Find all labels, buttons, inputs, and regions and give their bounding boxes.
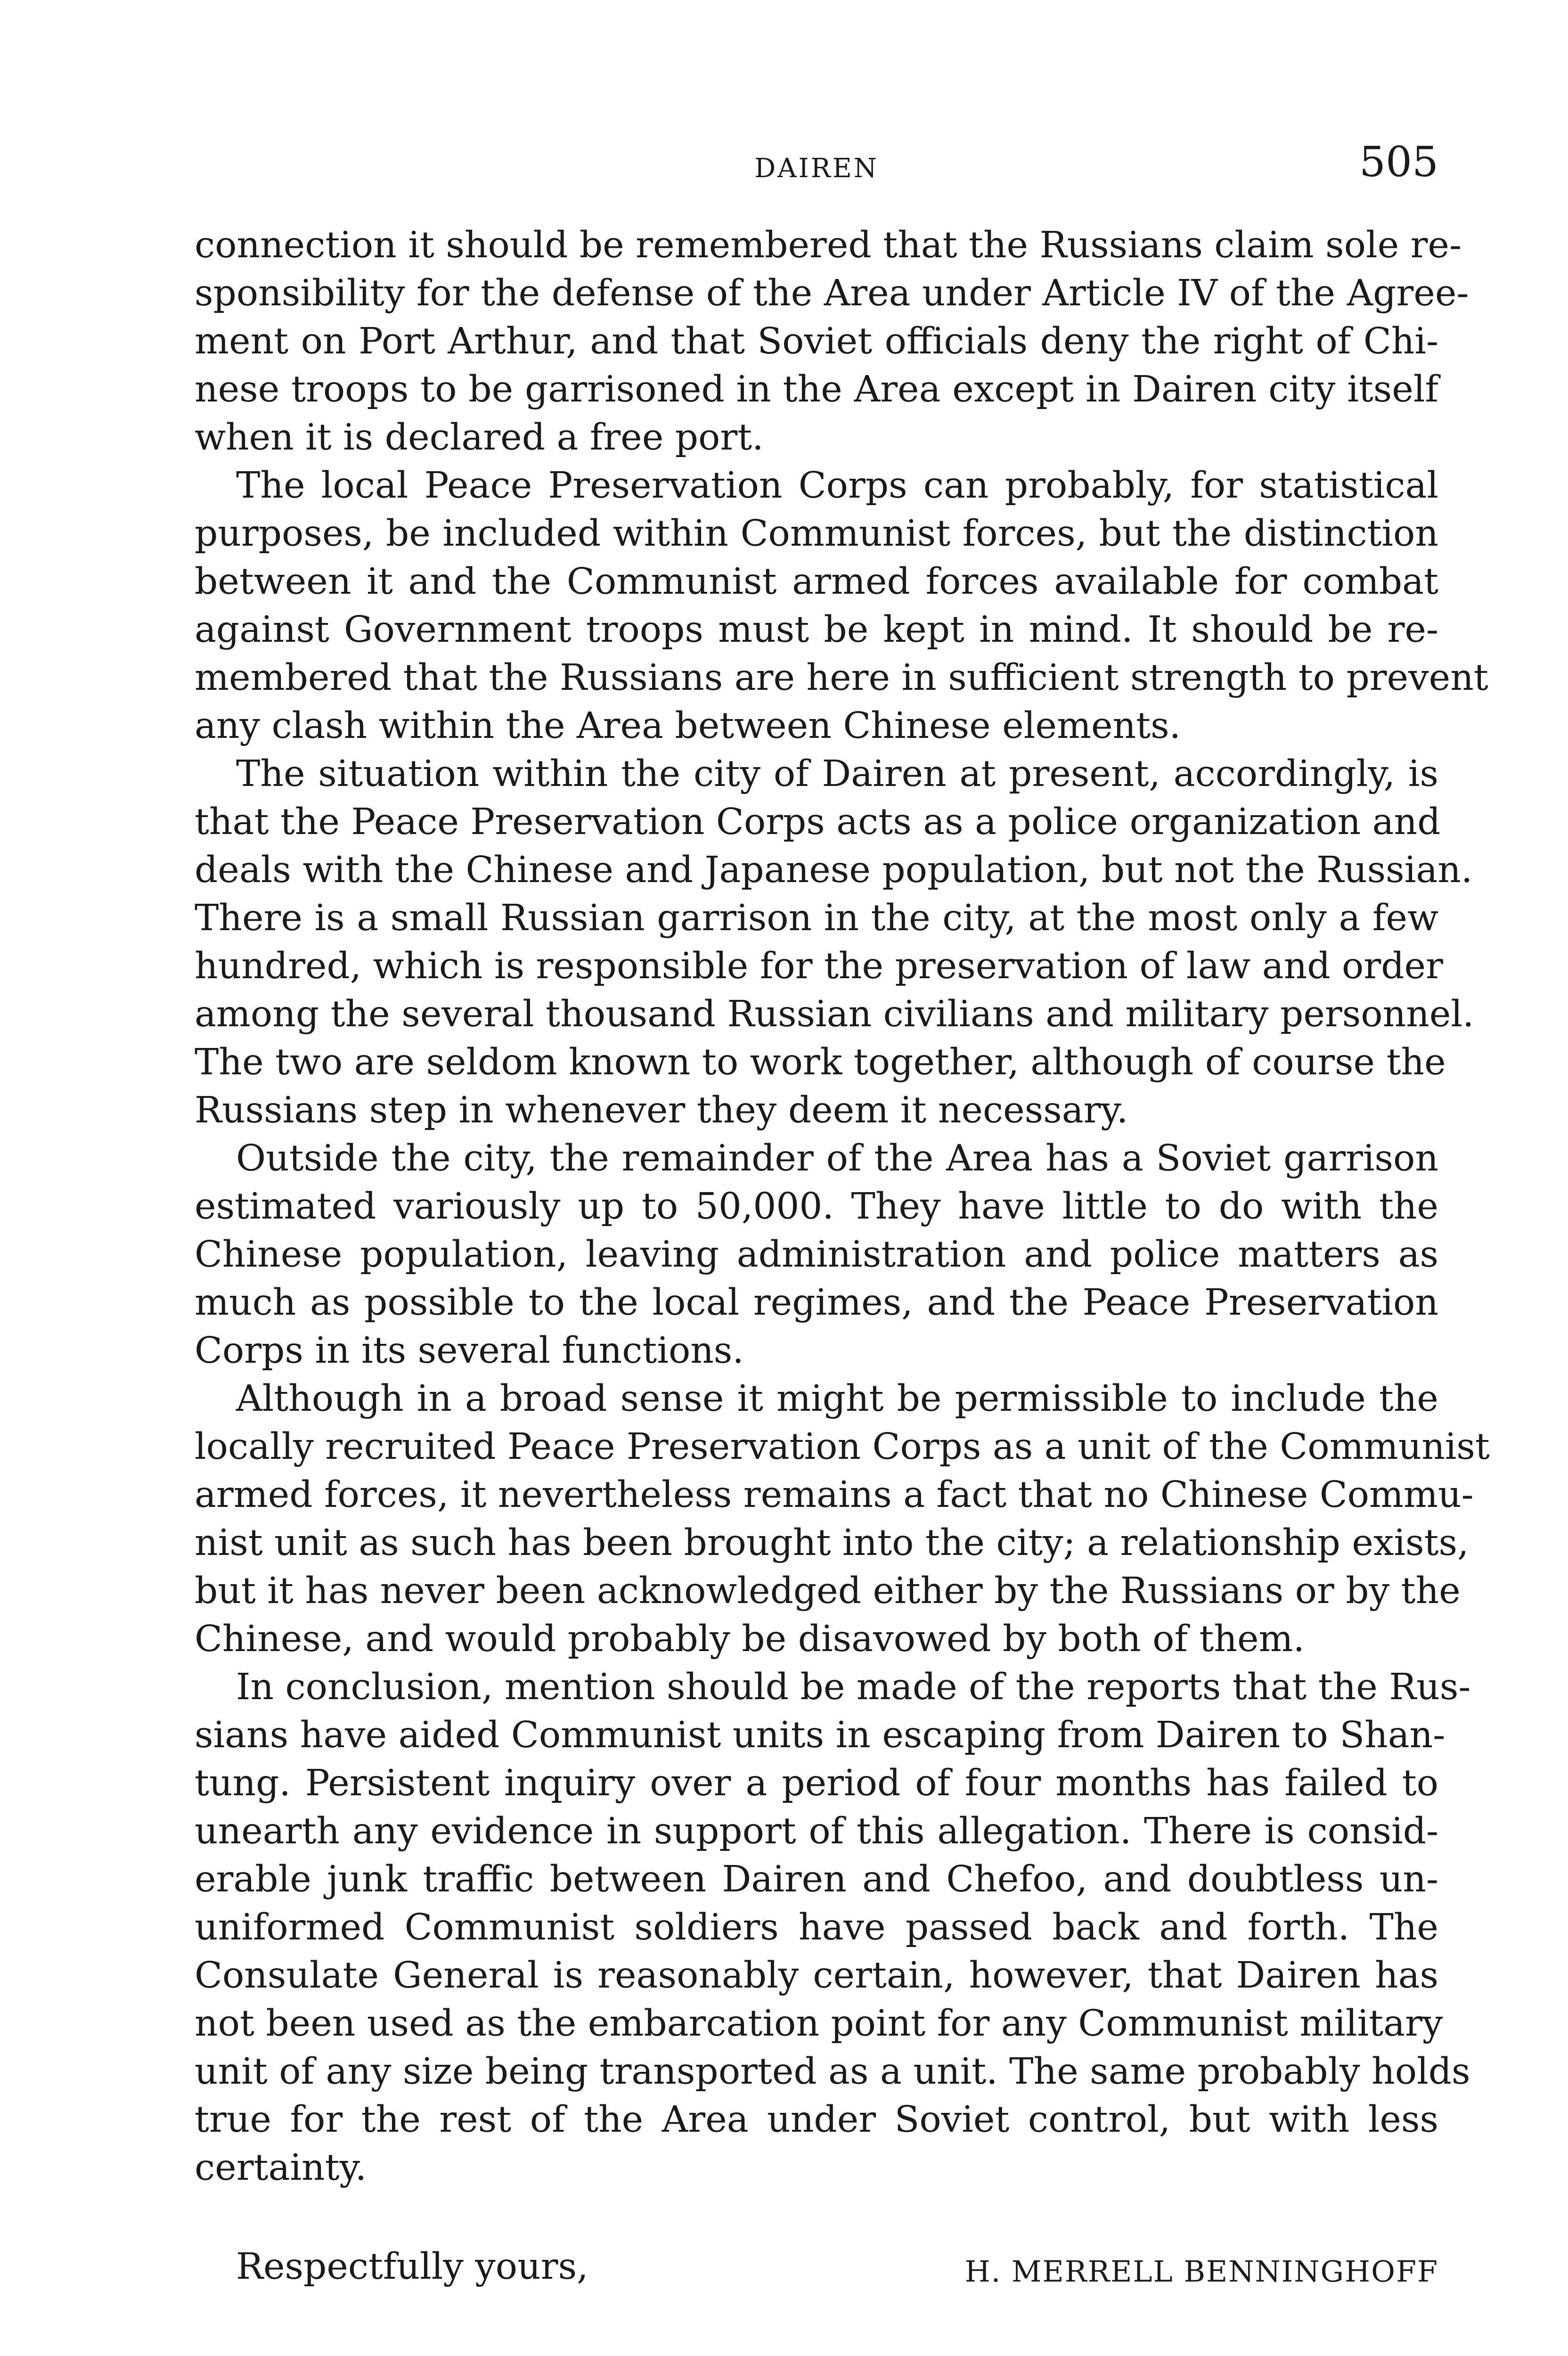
text-line: that the Peace Preservation Corps acts as a police organization and [195, 801, 1441, 843]
text-line: nist unit as such has been brought into the city; a relationship exists, [195, 1522, 1469, 1564]
text-line: Chinese population, leaving administration and police matters as [195, 1234, 1438, 1276]
text-line: Although in a broad sense it might be permissible to include the [236, 1378, 1438, 1420]
paragraph-4 [195, 1135, 1438, 1375]
complimentary-close: Respectfully yours, [236, 2246, 588, 2288]
text-line: deals with the Chinese and Japanese population, but not the Russian. [195, 849, 1473, 891]
paragraph-2 [195, 462, 1488, 750]
text-line: purposes, be included within Communist forces, but the distinction [195, 513, 1438, 555]
text-line: locally recruited Peace Preservation Corps as a unit of the Communist [195, 1426, 1490, 1468]
text-line: Russians step in whenever they deem it necessary. [195, 1089, 1128, 1131]
signature-name: H. MERRELL BENNINGHOFF [964, 2254, 1438, 2289]
text-line: armed forces, it nevertheless remains a fact that no Chinese Commu- [195, 1474, 1474, 1516]
text-line: The two are seldom known to work together, although of course the [195, 1041, 1446, 1083]
text-line: true for the rest of the Area under Soviet control, but with less [195, 2099, 1438, 2141]
text-line: between it and the Communist armed forces available for combat [195, 561, 1438, 603]
text-line: unit of any size being transported as a unit. The same probably holds [195, 2051, 1470, 2093]
text-line: membered that the Russians are here in sufficient strength to prevent [195, 657, 1488, 699]
text-line: uniformed Communist soldiers have passed back and forth. The [195, 1906, 1438, 1948]
text-line: sponsibility for the defense of the Area under Article IV of the Agree- [195, 272, 1469, 314]
text-line: Corps in its several functions. [195, 1330, 744, 1372]
running-title: DAIREN [754, 153, 879, 184]
paragraph-3 [195, 750, 1474, 1135]
text-line: not been used as the embarcation point for any Communist military [195, 2003, 1443, 2045]
text-line: sians have aided Communist units in escaping from Dairen to Shan- [195, 1714, 1446, 1756]
text-line: Chinese, and would probably be disavowed by both of them. [195, 1618, 1305, 1660]
paragraph-1 [195, 221, 1469, 462]
page-number: 505 [1359, 138, 1438, 186]
page-header [195, 138, 1438, 193]
text-line: hundred, which is responsible for the preservation of law and order [195, 945, 1443, 987]
text-line: among the several thousand Russian civilians and military personnel. [195, 993, 1474, 1035]
text-line: against Government troops must be kept in mind. It should be re- [195, 609, 1438, 651]
text-line: Outside the city, the remainder of the Area has a Soviet garrison [236, 1137, 1438, 1179]
text-line: ment on Port Arthur, and that Soviet officials deny the right of Chi- [195, 320, 1438, 362]
text-line: but it has never been acknowledged either by the Russians or by the [195, 1570, 1461, 1612]
text-line: unearth any evidence in support of this allegation. There is consid- [195, 1810, 1438, 1852]
text-line: In conclusion, mention should be made of the reports that the Rus- [236, 1666, 1471, 1708]
text-line: any clash within the Area between Chinese elements. [195, 705, 1181, 747]
text-line: nese troops to be garrisoned in the Area except in Dairen city itself [195, 368, 1438, 410]
paragraph-5 [195, 1375, 1490, 1663]
body-text [195, 221, 1490, 2192]
text-line: The local Peace Preservation Corps can probably, for statistical [236, 465, 1438, 507]
text-line: tung. Persistent inquiry over a period of four months has failed to [195, 1762, 1438, 1804]
paragraph-6 [195, 1663, 1471, 2192]
text-line: certainty. [195, 2147, 367, 2189]
text-line: There is a small Russian garrison in the city, at the most only a few [195, 897, 1438, 939]
text-line: much as possible to the local regimes, and the Peace Preservation [195, 1282, 1438, 1324]
text-line: when it is declared a free port. [195, 417, 764, 458]
letter-closing [195, 2243, 1438, 2295]
text-line: connection it should be remembered that the Russians claim sole re- [195, 224, 1462, 266]
text-line: erable junk traffic between Dairen and Chefoo, and doubtless un- [195, 1858, 1438, 1900]
text-line: estimated variously up to 50,000. They have little to do with the [195, 1186, 1438, 1227]
text-line: Consulate General is reasonably certain, however, that Dairen has [195, 1955, 1438, 1996]
text-line: The situation within the city of Dairen at present, accordingly, is [236, 753, 1438, 795]
